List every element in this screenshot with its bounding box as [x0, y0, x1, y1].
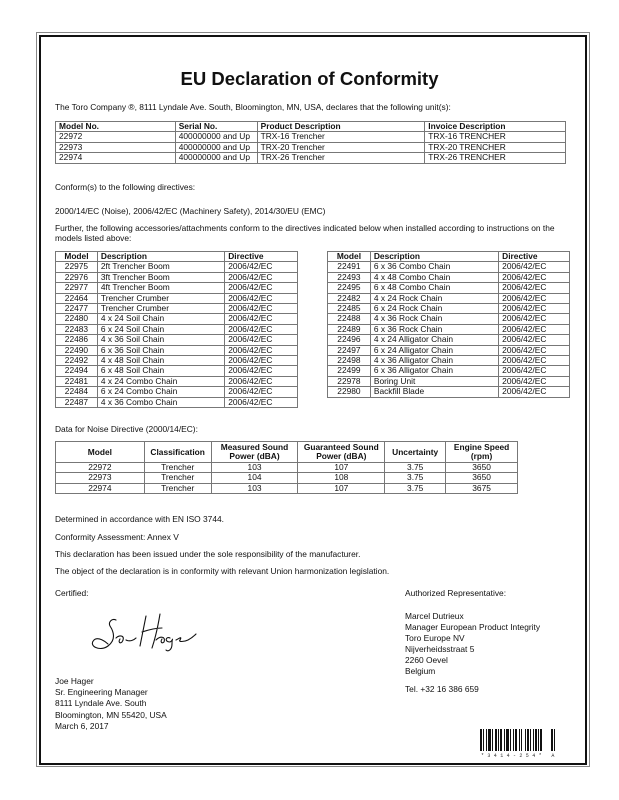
- accessory-row: [328, 314, 570, 324]
- table-cell: 6 x 36 Soil Chain: [97, 345, 224, 355]
- table-cell: 4 x 24 Combo Chain: [97, 376, 224, 386]
- certifier-address-line1: 8111 Lyndale Ave. South: [55, 698, 147, 709]
- accessory-row: [328, 376, 570, 386]
- table-cell: 22499: [328, 366, 371, 376]
- table-cell: 22493: [328, 272, 371, 282]
- representative-label: Authorized Representative:: [405, 588, 507, 598]
- table-cell: 4 x 36 Soil Chain: [97, 335, 224, 345]
- table-cell: 22496: [328, 335, 371, 345]
- table-cell: TRX-16 Trencher: [257, 132, 425, 142]
- table-cell: 22491: [328, 262, 371, 272]
- table-cell: 22484: [56, 387, 98, 397]
- units-header-row: [56, 122, 566, 132]
- table-cell: 22489: [328, 324, 371, 334]
- accessory-row: [56, 324, 298, 334]
- table-cell: 3650: [446, 473, 518, 483]
- object-statement: The object of the declaration is in conformity with relevant Union harmonization legislation.: [55, 566, 390, 576]
- accessory-row: [328, 387, 570, 397]
- noise-table: [55, 441, 518, 494]
- certifier-block: [55, 676, 167, 732]
- accessory-row: [328, 335, 570, 345]
- table-cell: 3.75: [385, 463, 446, 473]
- table-cell: 22975: [56, 262, 98, 272]
- table-cell: 2006/42/EC: [225, 314, 298, 324]
- table-cell: Trencher: [144, 463, 211, 473]
- barcode-text: *3414-254* A: [481, 753, 558, 759]
- representative-phone: Tel. +32 16 386 659: [405, 684, 479, 694]
- table-cell: 22978: [328, 376, 371, 386]
- table-cell: 2006/42/EC: [225, 356, 298, 366]
- table-cell: 22974: [56, 153, 176, 163]
- assessment-statement: Conformity Assessment: Annex V: [55, 532, 179, 542]
- table-cell: 107: [298, 463, 385, 473]
- representative-city: 2260 Oevel: [405, 655, 448, 666]
- table-cell: 2006/42/EC: [225, 387, 298, 397]
- table-cell: 2006/42/EC: [499, 376, 570, 386]
- table-cell: Backfill Blade: [370, 387, 498, 397]
- table-cell: Boring Unit: [370, 376, 498, 386]
- table-cell: TRX-20 Trencher: [257, 142, 425, 152]
- table-cell: 2006/42/EC: [499, 335, 570, 345]
- table-cell: 2006/42/EC: [499, 324, 570, 334]
- table-cell: 103: [211, 463, 298, 473]
- table-cell: 4 x 36 Alligator Chain: [370, 356, 498, 366]
- table-cell: 22488: [328, 314, 371, 324]
- table-cell: 3ft Trencher Boom: [97, 272, 224, 282]
- table-cell: 22498: [328, 356, 371, 366]
- table-cell: 400000000 and Up: [175, 153, 257, 163]
- header-model-no: Model No.: [56, 122, 176, 132]
- units-table: [55, 121, 566, 164]
- header-description: Description: [97, 252, 224, 262]
- table-cell: 22974: [56, 483, 145, 493]
- accessory-row: [328, 324, 570, 334]
- table-cell: 4 x 36 Combo Chain: [97, 397, 224, 407]
- table-cell: 2006/42/EC: [499, 345, 570, 355]
- table-cell: 6 x 24 Alligator Chain: [370, 345, 498, 355]
- header-measured-sound-power: Measured Sound Power (dBA): [211, 442, 298, 463]
- header-invoice-description: Invoice Description: [425, 122, 566, 132]
- table-cell: 22486: [56, 335, 98, 345]
- table-cell: 2006/42/EC: [499, 283, 570, 293]
- noise-table-row: [56, 483, 518, 493]
- certifier-title: Sr. Engineering Manager: [55, 687, 148, 698]
- accessory-row: [56, 387, 298, 397]
- accessories-left-header-row: [56, 252, 298, 262]
- header-directive: Directive: [499, 252, 570, 262]
- representative-block: [405, 611, 540, 678]
- accessory-row: [56, 376, 298, 386]
- table-cell: 2006/42/EC: [225, 304, 298, 314]
- table-cell: 22973: [56, 473, 145, 483]
- accessory-row: [56, 335, 298, 345]
- table-cell: 2ft Trencher Boom: [97, 262, 224, 272]
- table-cell: 2006/42/EC: [225, 335, 298, 345]
- accessory-row: [328, 366, 570, 376]
- table-cell: 6 x 24 Combo Chain: [97, 387, 224, 397]
- table-cell: 6 x 48 Combo Chain: [370, 283, 498, 293]
- accessory-row: [56, 283, 298, 293]
- accessories-table-right: [327, 251, 570, 398]
- table-cell: Trencher Crumber: [97, 293, 224, 303]
- table-cell: 400000000 and Up: [175, 132, 257, 142]
- header-directive: Directive: [225, 252, 298, 262]
- table-cell: 22494: [56, 366, 98, 376]
- certifier-address-line2: Bloomington, MN 55420, USA: [55, 709, 167, 720]
- table-cell: 2006/42/EC: [225, 272, 298, 282]
- header-product-description: Product Description: [257, 122, 425, 132]
- table-cell: 4 x 24 Alligator Chain: [370, 335, 498, 345]
- accessory-row: [328, 345, 570, 355]
- header-model: Model: [56, 442, 145, 463]
- table-cell: 4 x 24 Rock Chain: [370, 293, 498, 303]
- table-cell: 4 x 36 Rock Chain: [370, 314, 498, 324]
- representative-street: Nijverheidsstraat 5: [405, 644, 475, 655]
- page-title: EU Declaration of Conformity: [180, 68, 439, 89]
- table-cell: 2006/42/EC: [499, 387, 570, 397]
- table-cell: 22977: [56, 283, 98, 293]
- accessories-intro: Further, the following accessories/attachments conform to the directives indicated below when installed according to instructions on the models listed above:: [55, 223, 555, 243]
- certified-label: Certified:: [55, 588, 89, 598]
- noise-table-row: [56, 463, 518, 473]
- table-cell: 6 x 36 Combo Chain: [370, 262, 498, 272]
- table-cell: 4 x 24 Soil Chain: [97, 314, 224, 324]
- table-cell: 22480: [56, 314, 98, 324]
- table-cell: 22495: [328, 283, 371, 293]
- table-cell: 22477: [56, 304, 98, 314]
- table-cell: 2006/42/EC: [499, 272, 570, 282]
- noise-label: Data for Noise Directive (2000/14/EC):: [55, 424, 198, 434]
- table-cell: 400000000 and Up: [175, 142, 257, 152]
- table-cell: 2006/42/EC: [225, 397, 298, 407]
- table-cell: Trencher Crumber: [97, 304, 224, 314]
- table-cell: 2006/42/EC: [499, 293, 570, 303]
- determined-statement: Determined in accordance with EN ISO 3744.: [55, 514, 224, 524]
- table-cell: 22972: [56, 463, 145, 473]
- accessory-row: [56, 356, 298, 366]
- representative-country: Belgium: [405, 666, 436, 677]
- table-cell: 22481: [56, 376, 98, 386]
- table-cell: TRX-26 TRENCHER: [425, 153, 566, 163]
- accessory-row: [328, 304, 570, 314]
- accessory-row: [56, 262, 298, 272]
- table-cell: 22483: [56, 324, 98, 334]
- table-cell: 22980: [328, 387, 371, 397]
- table-cell: 2006/42/EC: [225, 293, 298, 303]
- table-cell: TRX-20 TRENCHER: [425, 142, 566, 152]
- accessory-row: [56, 397, 298, 407]
- accessory-row: [56, 272, 298, 282]
- table-cell: 2006/42/EC: [499, 262, 570, 272]
- accessories-table-left: [55, 251, 298, 408]
- accessory-row: [56, 345, 298, 355]
- table-cell: 6 x 36 Alligator Chain: [370, 366, 498, 376]
- table-cell: 3675: [446, 483, 518, 493]
- representative-name: Marcel Dutrieux: [405, 611, 464, 621]
- table-cell: 4 x 48 Soil Chain: [97, 356, 224, 366]
- table-cell: 22972: [56, 132, 176, 142]
- table-cell: 2006/42/EC: [499, 314, 570, 324]
- accessories-right-header-row: [328, 252, 570, 262]
- units-table-row: [56, 142, 566, 152]
- header-classification: Classification: [144, 442, 211, 463]
- table-cell: 108: [298, 473, 385, 483]
- table-cell: 2006/42/EC: [225, 262, 298, 272]
- table-cell: 2006/42/EC: [225, 283, 298, 293]
- table-cell: 103: [211, 483, 298, 493]
- accessory-row: [56, 304, 298, 314]
- header-uncertainty: Uncertainty: [385, 442, 446, 463]
- table-cell: 3650: [446, 463, 518, 473]
- table-cell: 22497: [328, 345, 371, 355]
- table-cell: 22464: [56, 293, 98, 303]
- table-cell: 4 x 48 Combo Chain: [370, 272, 498, 282]
- accessory-row: [328, 283, 570, 293]
- table-cell: 22485: [328, 304, 371, 314]
- responsibility-statement: This declaration has been issued under the sole responsibility of the manufacturer.: [55, 549, 361, 559]
- table-cell: Trencher: [144, 483, 211, 493]
- accessory-row: [328, 293, 570, 303]
- header-guaranteed-sound-power: Guaranteed Sound Power (dBA): [298, 442, 385, 463]
- accessory-row: [56, 314, 298, 324]
- table-cell: 2006/42/EC: [499, 366, 570, 376]
- table-cell: 6 x 24 Rock Chain: [370, 304, 498, 314]
- intro-text: The Toro Company ®, 8111 Lyndale Ave. South, Bloomington, MN, USA, declares that the following unit(s):: [55, 102, 451, 112]
- header-description: Description: [370, 252, 498, 262]
- table-cell: 22482: [328, 293, 371, 303]
- table-cell: 22492: [56, 356, 98, 366]
- header-model: Model: [56, 252, 98, 262]
- table-cell: Trencher: [144, 473, 211, 483]
- table-cell: 22487: [56, 397, 98, 407]
- table-cell: 22490: [56, 345, 98, 355]
- certifier-name: Joe Hager: [55, 676, 94, 686]
- table-cell: TRX-16 TRENCHER: [425, 132, 566, 142]
- table-cell: TRX-26 Trencher: [257, 153, 425, 163]
- accessory-row: [328, 356, 570, 366]
- table-cell: 107: [298, 483, 385, 493]
- table-cell: 6 x 36 Rock Chain: [370, 324, 498, 334]
- table-cell: 2006/42/EC: [225, 376, 298, 386]
- representative-title: Manager European Product Integrity: [405, 622, 541, 633]
- barcode: [480, 729, 575, 751]
- table-cell: 3.75: [385, 483, 446, 493]
- header-model: Model: [328, 252, 371, 262]
- header-engine-speed: Engine Speed (rpm): [446, 442, 518, 463]
- table-cell: 104: [211, 473, 298, 483]
- header-serial-no: Serial No.: [175, 122, 257, 132]
- accessory-row: [328, 272, 570, 282]
- table-cell: 2006/42/EC: [499, 356, 570, 366]
- table-cell: 4ft Trencher Boom: [97, 283, 224, 293]
- accessory-row: [56, 366, 298, 376]
- table-cell: 2006/42/EC: [225, 366, 298, 376]
- representative-company: Toro Europe NV: [405, 633, 465, 644]
- accessory-row: [56, 293, 298, 303]
- table-cell: 3.75: [385, 473, 446, 483]
- noise-table-row: [56, 473, 518, 483]
- noise-header-row: [56, 442, 518, 463]
- table-cell: 6 x 24 Soil Chain: [97, 324, 224, 334]
- table-cell: 22976: [56, 272, 98, 282]
- table-cell: 2006/42/EC: [225, 324, 298, 334]
- table-cell: 2006/42/EC: [499, 304, 570, 314]
- certifier-date: March 6, 2017: [55, 720, 109, 731]
- table-cell: 22973: [56, 142, 176, 152]
- directives-label: Conform(s) to the following directives:: [55, 182, 196, 192]
- accessory-row: [328, 262, 570, 272]
- units-table-row: [56, 153, 566, 163]
- units-table-row: [56, 132, 566, 142]
- table-cell: 2006/42/EC: [225, 345, 298, 355]
- directives-list: 2000/14/EC (Noise), 2006/42/EC (Machinery Safety), 2014/30/EU (EMC): [55, 206, 326, 216]
- table-cell: 6 x 48 Soil Chain: [97, 366, 224, 376]
- signature-image: [86, 612, 198, 660]
